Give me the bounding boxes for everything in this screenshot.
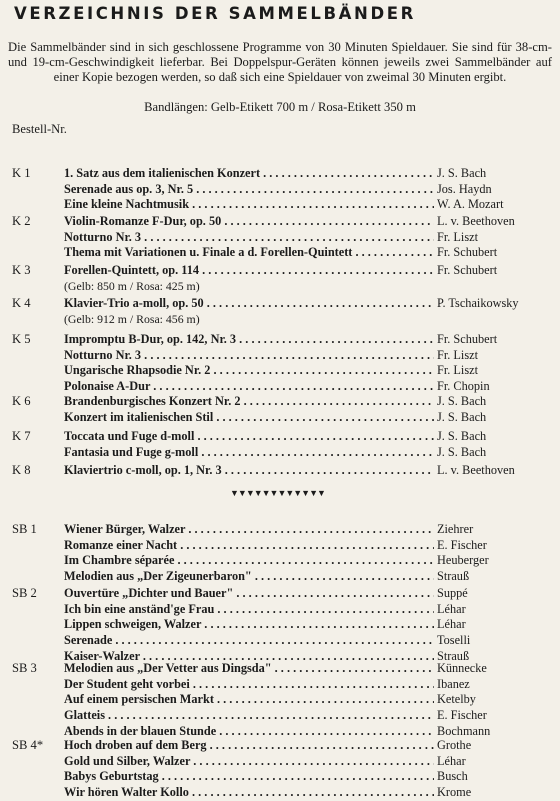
catalog-entry — [0, 312, 560, 327]
catalog-entry — [0, 553, 560, 569]
piece-title: Abends in der blauen Stunde . . . — [64, 724, 434, 739]
piece-title: Brandenburgisches Konzert Nr. 2 . . . — [64, 394, 434, 409]
page-title: VERZEICHNIS DER SAMMELBÄNDER — [14, 4, 416, 23]
composer-name: Fr. Liszt — [437, 229, 478, 244]
intro-paragraph — [8, 40, 552, 85]
piece-title: Thema mit Variationen u. Finale a d. Forellen-Quintett . . . — [64, 245, 434, 260]
piece-title: Ich bin eine anständ'ge Frau . . . — [64, 602, 434, 617]
composer-name: Grothe — [437, 738, 472, 752]
composer-name: Strauß — [437, 569, 470, 584]
order-code: SB 3 — [12, 661, 37, 675]
composer-name: E. Fischer — [437, 708, 487, 723]
piece-title: (Gelb: 850 m / Rosa: 425 m) — [64, 278, 200, 293]
catalog-group — [0, 332, 560, 395]
catalog-entry — [0, 602, 560, 618]
catalog-entry — [0, 633, 560, 649]
piece-title: Eine kleine Nachtmusik . . . — [64, 197, 434, 212]
catalog-entry — [0, 214, 560, 230]
catalog-entry — [0, 586, 560, 602]
composer-name: Künnecke — [437, 661, 487, 675]
catalog-entry — [0, 263, 560, 279]
catalog-entry — [0, 785, 560, 801]
catalog-entry — [0, 754, 560, 770]
piece-title: Klavier-Trio a-moll, op. 50 . . . — [64, 296, 434, 311]
composer-name: Léhar — [437, 601, 466, 616]
piece-title: Melodien aus „Der Zigeunerbaron" . . . — [64, 569, 434, 584]
catalog-entry — [0, 661, 560, 677]
catalog-entry — [0, 445, 560, 461]
piece-title: Notturno Nr. 3 . . . — [64, 348, 434, 363]
composer-name: J. S. Bach — [437, 429, 487, 443]
composer-name: Bochmann — [437, 723, 491, 738]
catalog-entry — [0, 245, 560, 261]
catalog-entry — [0, 569, 560, 585]
order-code: K 4 — [12, 296, 31, 310]
composer-name: Fr. Liszt — [437, 363, 478, 378]
catalog-entry — [0, 296, 560, 312]
catalog-entry — [0, 463, 560, 479]
catalog-group — [0, 738, 560, 801]
piece-title: Melodien aus „Der Vetter aus Dingsda" . . . — [64, 661, 434, 676]
tape-lengths: Bandlängen: Gelb-Etikett 700 m / Rosa-Etikett 350 m — [144, 100, 416, 114]
catalog-group — [0, 463, 560, 479]
piece-title: Toccata und Fuge d-moll . . . — [64, 429, 434, 444]
composer-name: Heuberger — [437, 553, 489, 568]
composer-name: E. Fischer — [437, 537, 487, 552]
piece-title: Lippen schweigen, Walzer . . . — [64, 617, 434, 632]
catalog-entry — [0, 617, 560, 633]
catalog-entry — [0, 394, 560, 410]
piece-title: Glatteis . . . — [64, 708, 434, 723]
catalog-entry — [0, 429, 560, 445]
composer-name: Ketelby — [437, 692, 476, 707]
catalog-entry — [0, 348, 560, 364]
catalog-entry — [0, 769, 560, 785]
composer-name: J. S. Bach — [437, 166, 487, 180]
catalog-entry — [0, 230, 560, 246]
composer-name: Fr. Schubert — [437, 263, 498, 277]
composer-name: L. v. Beethoven — [437, 463, 515, 477]
composer-name: Léhar — [437, 753, 466, 768]
catalog-group — [0, 429, 560, 460]
catalog-entry — [0, 410, 560, 426]
catalog-entry — [0, 332, 560, 348]
piece-title: Violin-Romanze F-Dur, op. 50 . . . — [64, 214, 434, 229]
composer-name: Strauß — [437, 648, 470, 663]
composer-name: Fr. Schubert — [437, 245, 498, 260]
order-code: SB 1 — [12, 522, 37, 536]
composer-name: Fr. Liszt — [437, 347, 478, 362]
catalog-group — [0, 522, 560, 585]
order-code: K 2 — [12, 214, 31, 228]
piece-title: Auf einem persischen Markt . . . — [64, 692, 434, 707]
composer-name: P. Tschaikowsky — [437, 296, 519, 310]
composer-name: Ibanez — [437, 676, 470, 691]
piece-title: Kaiser-Walzer . . . — [64, 649, 434, 664]
composer-name: Fr. Chopin — [437, 379, 490, 394]
order-code: K 8 — [12, 463, 31, 477]
catalog-entry — [0, 379, 560, 395]
catalog-group — [0, 263, 560, 294]
piece-title: Ungarische Rhapsodie Nr. 2 . . . — [64, 363, 434, 378]
piece-title: Wiener Bürger, Walzer . . . — [64, 522, 434, 537]
piece-title: Hoch droben auf dem Berg . . . — [64, 738, 434, 753]
catalog-entry — [0, 166, 560, 182]
order-code: K 7 — [12, 429, 31, 443]
piece-title: Impromptu B-Dur, op. 142, Nr. 3 . . . — [64, 332, 434, 347]
order-code: SB 4* — [12, 738, 44, 752]
composer-name: Jos. Haydn — [437, 181, 492, 196]
catalog-entry — [0, 279, 560, 294]
intro-text: Die Sammelbänder sind in sich geschlossene Programme von 30 Minuten Spieldauer. Sie sind für 38-cm- und 19-cm-Geschwindigkeit lieferbar. Bei Doppelspur-Geräten können jeweils zwei Sammelbänder auf einer Kopie bezogen werden, so daß sich eine Spieldauer von zweimal 30 Minuten ergibt. — [8, 40, 552, 84]
catalog-entry — [0, 692, 560, 708]
piece-title: Serenade aus op. 3, Nr. 5 . . . — [64, 182, 434, 197]
catalog-group — [0, 166, 560, 213]
piece-title: Forellen-Quintett, op. 114 . . . — [64, 263, 434, 278]
catalog-group — [0, 214, 560, 261]
catalog-entry — [0, 197, 560, 213]
piece-title: Konzert im italienischen Stil . . . — [64, 410, 434, 425]
section-divider: ▼▼▼▼▼▼▼▼▼▼▼▼ — [230, 488, 325, 498]
order-number-label: Bestell-Nr. — [12, 122, 67, 136]
order-code: K 5 — [12, 332, 31, 346]
piece-title: Fantasia und Fuge g-moll . . . — [64, 445, 434, 460]
composer-name: W. A. Mozart — [437, 197, 504, 212]
catalog-entry — [0, 538, 560, 554]
piece-title: Gold und Silber, Walzer . . . — [64, 754, 434, 769]
order-code: K 1 — [12, 166, 31, 180]
catalog-group — [0, 394, 560, 425]
composer-name: J. S. Bach — [437, 444, 487, 459]
piece-title: (Gelb: 912 m / Rosa: 456 m) — [64, 311, 200, 326]
piece-title: Klaviertrio c-moll, op. 1, Nr. 3 . . . — [64, 463, 434, 478]
catalog-entry — [0, 677, 560, 693]
catalog-group — [0, 586, 560, 664]
piece-title: Wir hören Walter Kollo . . . — [64, 785, 434, 800]
composer-name: Ziehrer — [437, 522, 474, 536]
piece-title: Polonaise A-Dur . . . — [64, 379, 434, 394]
order-code: K 6 — [12, 394, 31, 408]
piece-title: Im Chambre séparée . . . — [64, 553, 434, 568]
catalog-entry — [0, 182, 560, 198]
piece-title: 1. Satz aus dem italienischen Konzert . . . — [64, 166, 434, 181]
composer-name: J. S. Bach — [437, 409, 487, 424]
catalog-entry — [0, 708, 560, 724]
order-code: K 3 — [12, 263, 31, 277]
composer-name: Krome — [437, 785, 472, 800]
piece-title: Babys Geburtstag . . . — [64, 769, 434, 784]
catalog-entry — [0, 522, 560, 538]
composer-name: Léhar — [437, 617, 466, 632]
catalog-entry — [0, 738, 560, 754]
composer-name: Busch — [437, 769, 468, 784]
piece-title: Ouvertüre „Dichter und Bauer" . . . — [64, 586, 434, 601]
composer-name: Suppé — [437, 586, 468, 600]
catalog-entry — [0, 363, 560, 379]
composer-name: Fr. Schubert — [437, 332, 498, 346]
piece-title: Serenade . . . — [64, 633, 434, 648]
piece-title: Der Student geht vorbei . . . — [64, 677, 434, 692]
composer-name: Toselli — [437, 633, 471, 648]
composer-name: J. S. Bach — [437, 394, 487, 408]
catalog-group — [0, 296, 560, 327]
order-code: SB 2 — [12, 586, 37, 600]
composer-name: L. v. Beethoven — [437, 214, 515, 228]
piece-title: Notturno Nr. 3 . . . — [64, 230, 434, 245]
piece-title: Romanze einer Nacht . . . — [64, 538, 434, 553]
catalog-group — [0, 661, 560, 739]
